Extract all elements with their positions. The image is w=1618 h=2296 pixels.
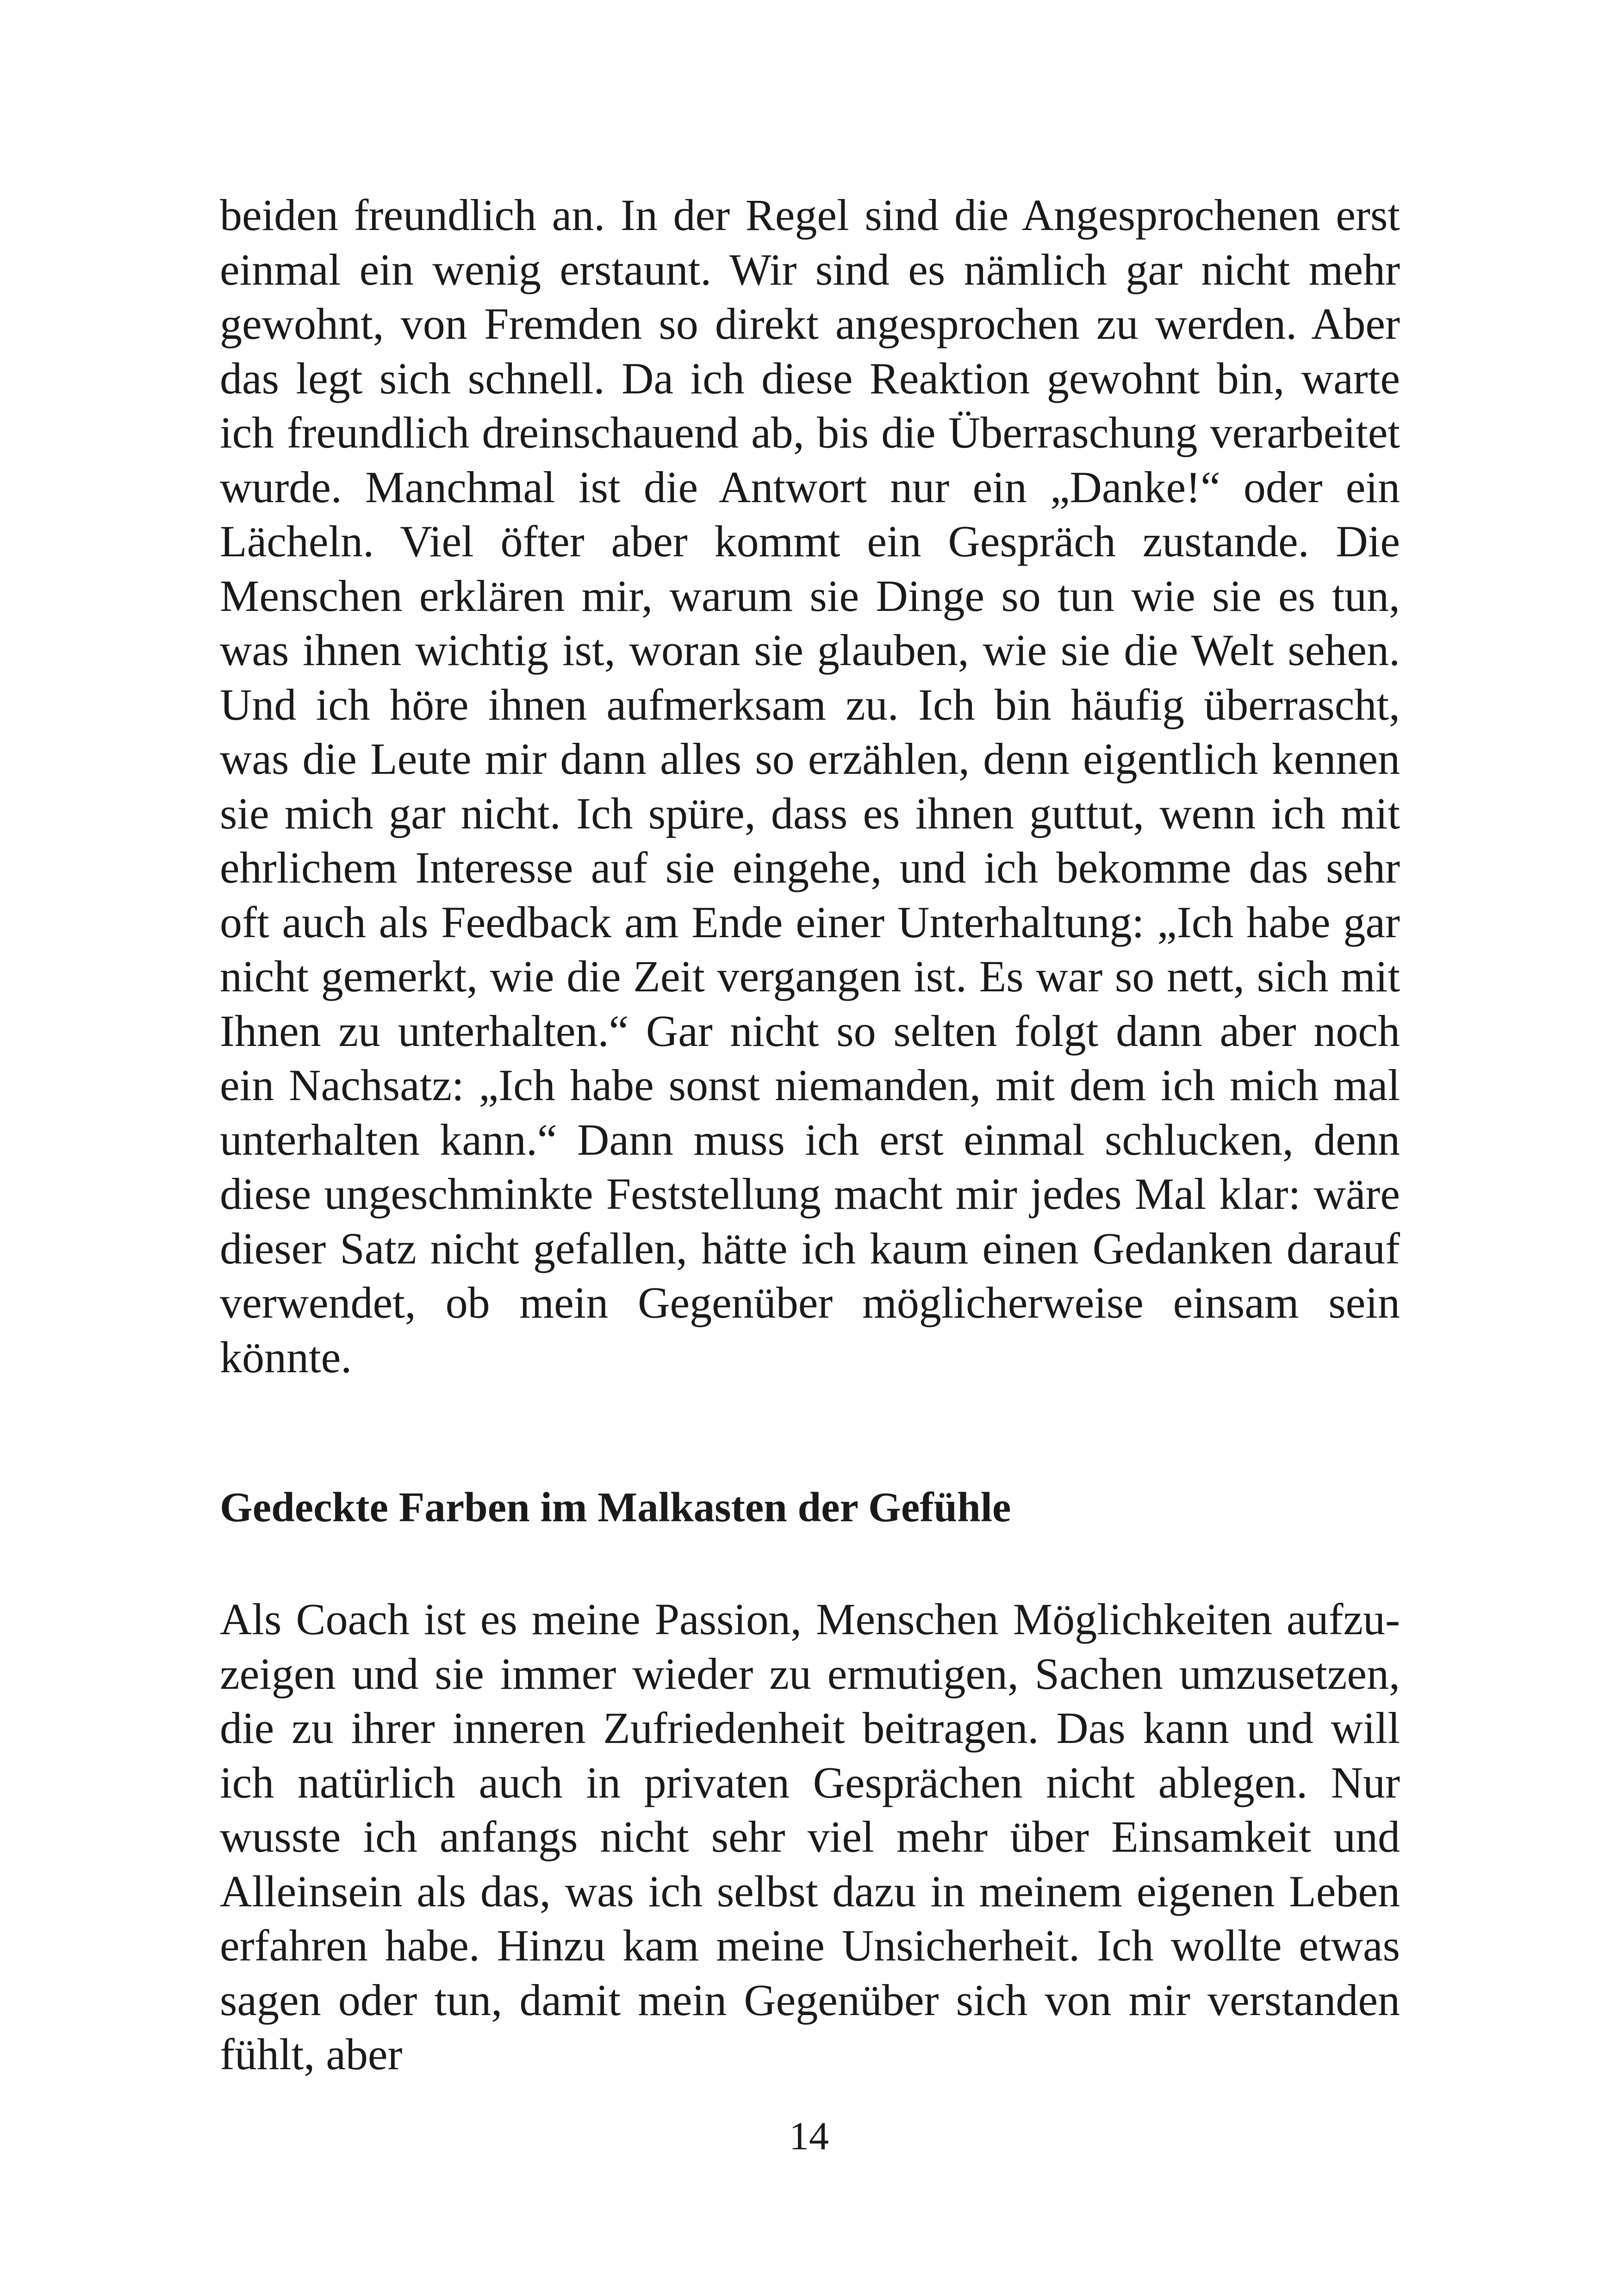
section-heading: Gedeckte Farben im Malkasten der Gefühle	[220, 1484, 1011, 1531]
page-number: 14	[789, 2114, 829, 2158]
body-paragraph-1: beiden freundlich an. In der Regel sind die Angesprochenen erst einmal ein wenig erstaunt. Wir sind es nämlich gar nicht mehr gewohnt, von Fremden so direkt angesprochen zu werden. Aber das legt sich schnell. Da ich diese Reaktion gewohnt bin, warte ich freundlich dreinschauend ab, bis die Überraschung verarbeitet wurde. Manchmal ist die Antwort nur ein „Danke!“ oder ein Lächeln. Viel öfter aber kommt ein Gespräch zustande. Die Menschen erklären mir, warum sie Dinge so tun wie sie es tun, was ihnen wichtig ist, woran sie glauben, wie sie die Welt sehen. Und ich höre ihnen aufmerksam zu. Ich bin häufig überrascht, was die Leute mir dann alles so erzählen, denn eigentlich kennen sie mich gar nicht. Ich spüre, dass es ihnen guttut, wenn ich mit ehrlichem Interesse auf sie eingehe, und ich bekomme das sehr oft auch als Feedback am Ende einer Unterhaltung: „Ich habe gar nicht gemerkt, wie die Zeit vergangen ist. Es war so nett, sich mit Ihnen zu unterhalten.“ Gar nicht so selten folgt dann aber noch ein Nachsatz: „Ich habe sonst niemanden, mit dem ich mich mal unterhalten kann.“ Dann muss ich erst einmal schlucken, denn diese ungeschminkte Feststellung macht mir jedes Mal klar: wäre dieser Satz nicht gefallen, hätte ich kaum einen Gedanken darauf verwendet, ob mein Gegenüber möglicherweise einsam sein könnte.	[220, 190, 1400, 1382]
body-paragraph-2: Als Coach ist es meine Passion, Menschen Möglichkeiten aufzuzeigen und sie immer wieder zu ermutigen, Sachen umzusetzen, die zu ihrer inneren Zufriedenheit beitragen. Das kann und will ich natürlich auch in privaten Gesprächen nicht ablegen. Nur wusste ich anfangs nicht sehr viel mehr über Einsamkeit und Alleinsein als das, was ich selbst dazu in meinem eigenen Leben erfahren habe. Hinzu kam meine Unsicherheit. Ich wollte etwas sagen oder tun, damit mein Gegenüber sich von mir verstanden fühlt, aber	[220, 1594, 1400, 2079]
